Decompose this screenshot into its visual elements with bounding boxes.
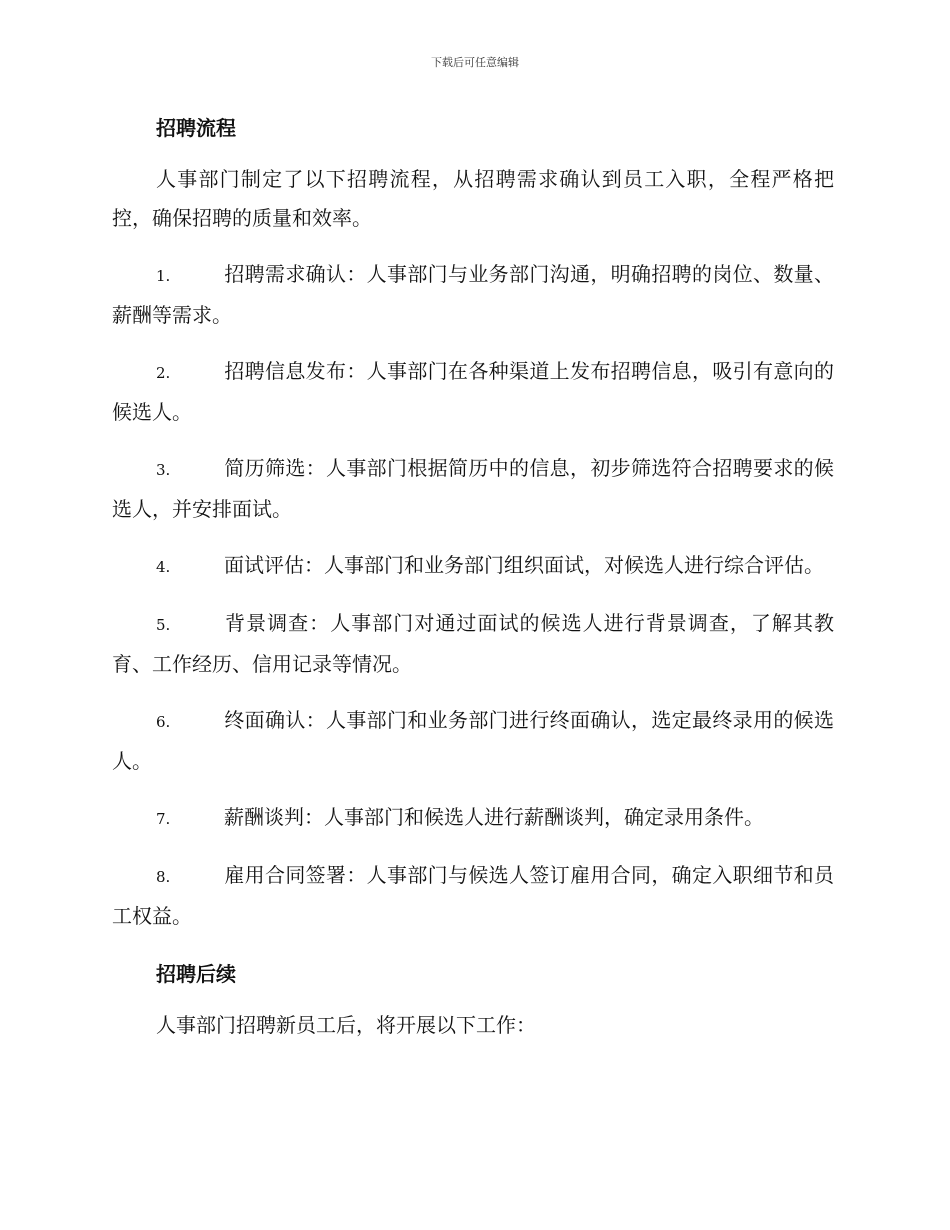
- list-item-number: 8.: [156, 868, 171, 886]
- list-item-number: 4.: [156, 558, 171, 576]
- document-body: [112, 108, 834, 1045]
- section-heading-recruitment-followup: 招聘后续: [156, 962, 236, 986]
- list-item-number: 1.: [156, 267, 171, 285]
- list-item-text: 雇用合同签署：人事部门与候选人签订雇用合同，确定入职细节和员工权益。: [112, 863, 834, 928]
- list-item-number: 6.: [156, 713, 171, 731]
- followup-paragraph: 人事部门招聘新员工后，将开展以下工作：: [156, 1013, 536, 1037]
- list-item-number: 5.: [156, 616, 171, 634]
- list-item-text: 简历筛选：人事部门根据简历中的信息，初步筛选符合招聘要求的候选人，并安排面试。: [112, 456, 834, 521]
- section-heading-recruitment-process: 招聘流程: [156, 116, 236, 140]
- list-item: [112, 352, 834, 432]
- list-item-number: 7.: [156, 810, 171, 828]
- intro-paragraph: 人事部门制定了以下招聘流程，从招聘需求确认到员工入职，全程严格把控，确保招聘的质量和效率。: [112, 167, 834, 230]
- list-item: [112, 856, 834, 936]
- list-item: [112, 255, 834, 335]
- list-item: [112, 798, 834, 839]
- list-item-text: 薪酬谈判：人事部门和候选人进行薪酬谈判，确定录用条件。: [224, 805, 764, 829]
- list-item: [112, 604, 834, 684]
- list-item-text: 背景调查：人事部门对通过面试的候选人进行背景调查，了解其教育、工作经历、信用记录等情况。: [112, 611, 834, 676]
- list-item: [112, 546, 834, 587]
- list-item-number: 3.: [156, 461, 171, 479]
- list-item: [112, 701, 834, 781]
- list-item-number: 2.: [156, 364, 171, 382]
- list-item-text: 面试评估：人事部门和业务部门组织面试，对候选人进行综合评估。: [224, 553, 824, 577]
- list-item-text: 招聘需求确认：人事部门与业务部门沟通，明确招聘的岗位、数量、薪酬等需求。: [112, 262, 834, 327]
- list-item-text: 招聘信息发布：人事部门在各种渠道上发布招聘信息，吸引有意向的候选人。: [112, 359, 834, 424]
- page-header: 下载后可任意编辑: [431, 56, 519, 69]
- list-item: [112, 449, 834, 529]
- list-item-text: 终面确认：人事部门和业务部门进行终面确认，选定最终录用的候选人。: [112, 708, 834, 773]
